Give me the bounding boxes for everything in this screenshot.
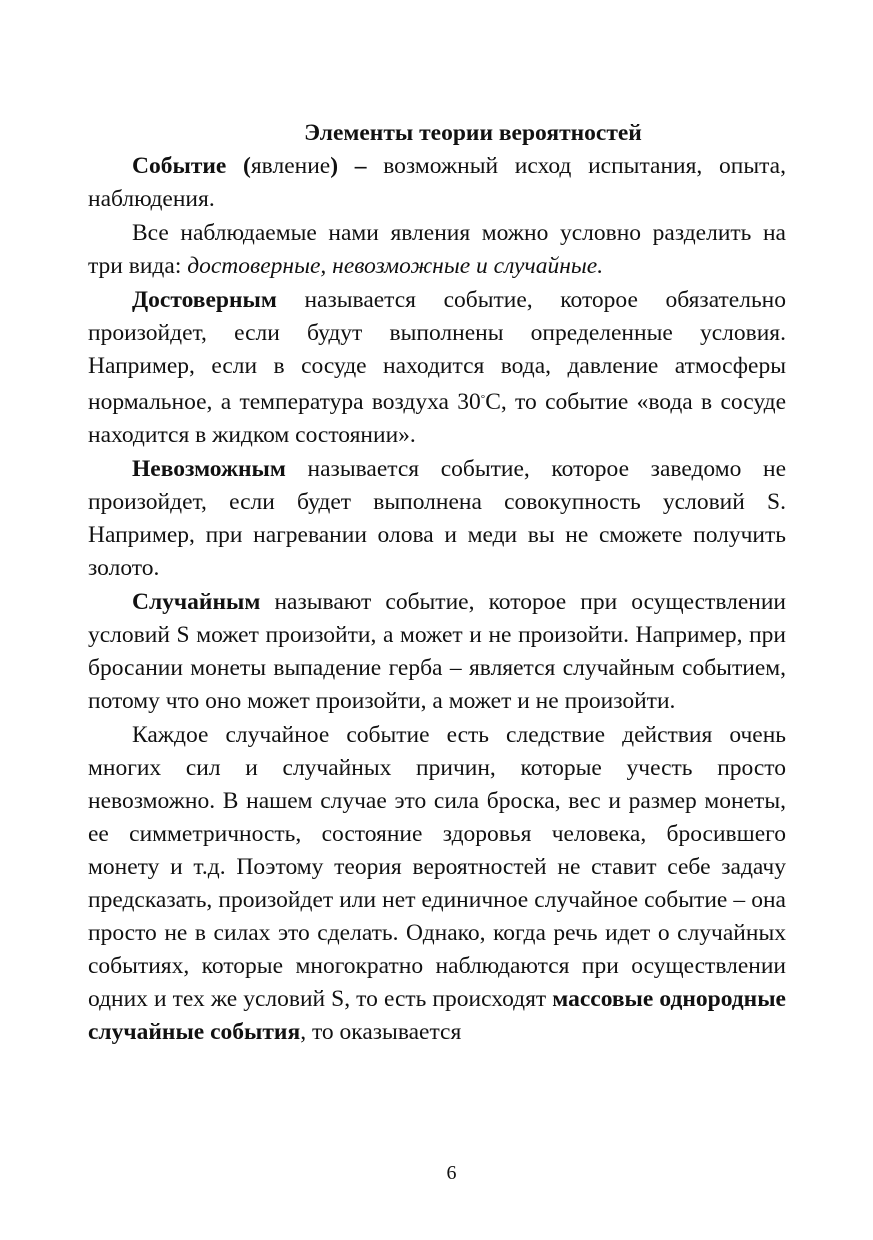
paragraph-event-definition <box>88 150 786 216</box>
event-types-list: достоверные, невозможные и случайные. <box>187 253 604 279</box>
page-number: 6 <box>446 1162 457 1184</box>
random-event-text: называют событие, которое при осуществлении условий S может произойти, а может и не произойти. Например, при бросании монеты выпадение герба – является случайным событием, потому что оно может произойти, а может и не произойти. <box>88 589 786 714</box>
paragraph-impossible-event <box>88 453 786 585</box>
certain-event-text-end: С, то событие «вода в сосуде находится в жидком состоянии». <box>88 389 786 448</box>
term-impossible: Невозможным <box>132 456 286 482</box>
term-certain: Достоверным <box>132 287 277 313</box>
certain-event-text: называется событие, которое обязательно произойдет, если будут выполнены определенные условия. Например, если в сосуде находится вода, давление атмосферы нормальное, а температура воздуха 30 <box>88 287 786 415</box>
term-mass-events: массовые однородные случайные события <box>88 986 786 1045</box>
paragraph-random-event <box>88 586 786 718</box>
paragraph-mass-events <box>88 719 786 1049</box>
paragraph-certain-event <box>88 284 786 452</box>
page-title: Элементы теории вероятностей <box>304 120 642 146</box>
term-event-close: ) – <box>330 153 367 179</box>
event-types-lead: Все наблюдаемые нами явления можно условно разделить на три вида: <box>88 220 786 279</box>
event-definition-text: возможный исход испытания, опыта, наблюдения. <box>88 153 786 212</box>
paragraph-event-types <box>88 217 786 283</box>
mass-events-text: Каждое случайное событие есть следствие действия очень многих сил и случайных причин, которые учесть просто невозможно. В нашем случае это сила броска, вес и размер монеты, ее симметричность, состояние здоровья человека, бросившего монету и т.д. Поэтому теория вероятностей не ставит себе задачу предсказать, произойдет или нет единичное случайное событие – она просто не в силах это сделать. Однако, когда речь идет о случайных событиях, которые многократно наблюдаются при осуществлении одних и тех же условий S, то есть происходят <box>88 722 786 1012</box>
term-random: Случайным <box>132 589 261 615</box>
mass-events-tail: , то оказывается <box>300 1019 462 1045</box>
main-text <box>88 117 786 1049</box>
degree-sign: ° <box>480 393 486 405</box>
term-event-paren: явление <box>250 153 331 179</box>
term-event: Событие ( <box>132 153 251 179</box>
impossible-event-text: называется событие, которое заведомо не произойдет, если будет выполнена совокупность условий S. Например, при нагревании олова и меди вы не сможете получить золото. <box>88 456 786 581</box>
